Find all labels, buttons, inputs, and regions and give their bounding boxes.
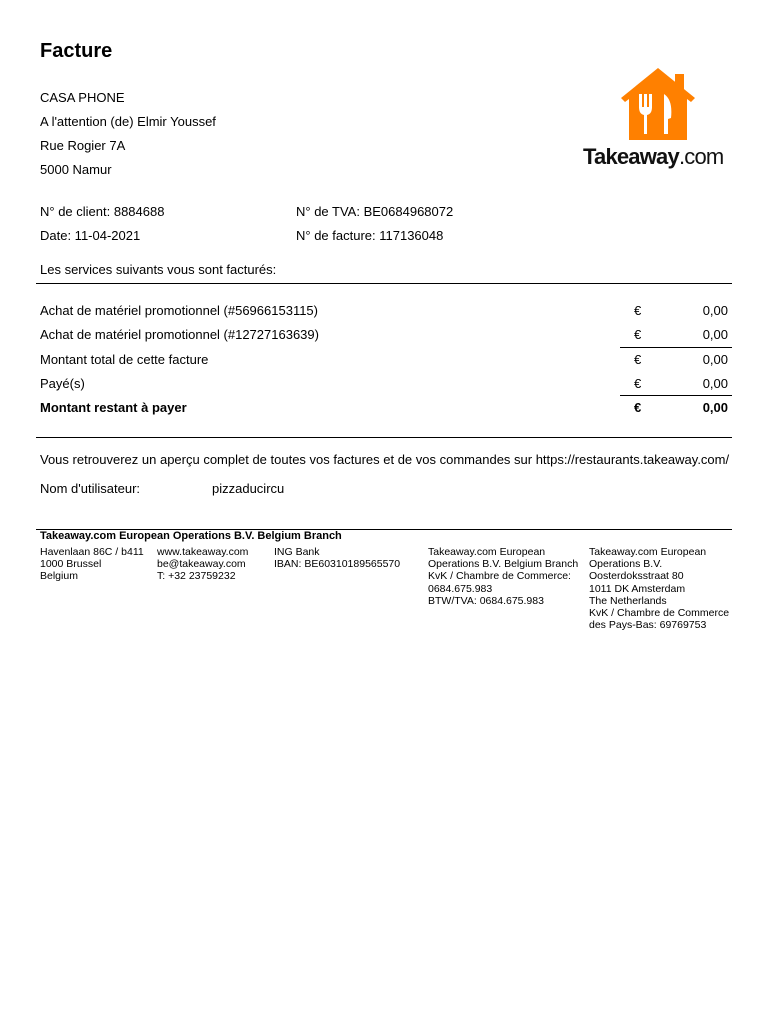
username-value: pizzaducircu: [212, 481, 285, 496]
footer-line: Takeaway.com European: [589, 546, 707, 558]
recipient-attention: A l'attention (de) Elmir Youssef: [40, 114, 216, 129]
footer-line: T: +32 23759232: [157, 570, 236, 583]
footer-line: KvK / Chambre de Commerce: [589, 607, 730, 620]
balance-due-label: Montant restant à payer: [40, 400, 187, 415]
footer-line: Takeaway.com European: [428, 546, 546, 558]
footer-line: www.takeaway.com: [157, 546, 249, 558]
line-item-currency: €: [634, 303, 642, 318]
invoice-number: N° de facture: 117136048: [296, 228, 444, 243]
recipient-company: CASA PHONE: [40, 90, 125, 105]
overview-text: Vous retrouverez un aperçu complet de toutes vos factures et de vos commandes sur https://restaurants.takeaway.com/: [40, 452, 730, 467]
footer-line: Oosterdoksstraat 80: [589, 570, 684, 583]
paid-amount: 0,00: [702, 376, 728, 391]
recipient-street: Rue Rogier 7A: [40, 138, 126, 153]
page-title: Facture: [40, 40, 113, 62]
footer-line: Belgium: [40, 570, 78, 583]
balance-divider: [620, 395, 732, 396]
footer-line: KvK / Chambre de Commerce:: [428, 570, 571, 583]
paid-currency: €: [634, 376, 642, 391]
line-item-description: Achat de matériel promotionnel (#56966153115): [40, 303, 318, 318]
takeaway-logo: [583, 66, 733, 174]
footer-line: Operations B.V. Belgium Branch: [428, 558, 579, 571]
takeaway-wordmark: Takeaway.com: [583, 144, 724, 169]
paid-label: Payé(s): [40, 376, 85, 391]
footer-belgium-entity: [428, 546, 578, 607]
footer-line: ING Bank: [274, 546, 320, 558]
footer-line: The Netherlands: [589, 594, 667, 607]
balance-due-currency: €: [634, 400, 642, 415]
divider: [36, 283, 732, 284]
vat-number: N° de TVA: BE0684968072: [296, 204, 454, 219]
footer-line: 1000 Brussel: [40, 558, 102, 571]
footer-line: BTW/TVA: 0684.675.983: [428, 594, 544, 607]
footer-line: be@takeaway.com: [157, 558, 246, 571]
footer-line: IBAN: BE60310189565570: [274, 558, 401, 571]
balance-due-amount: 0,00: [702, 400, 728, 415]
footer-line: Havenlaan 86C / b411: [40, 546, 144, 558]
line-item-description: Achat de matériel promotionnel (#12727163639): [40, 327, 319, 342]
subtotal-divider: [620, 347, 732, 348]
footer-line: 1011 DK Amsterdam: [589, 582, 686, 595]
username-label: Nom d'utilisateur:: [40, 481, 141, 496]
footer-heading: Takeaway.com European Operations B.V. Belgium Branch: [40, 530, 342, 542]
total-currency: €: [634, 352, 642, 367]
invoice-date: Date: 11-04-2021: [40, 228, 141, 243]
line-item-currency: €: [634, 327, 642, 342]
footer-address: [40, 546, 144, 583]
footer-line: 0684.675.983: [428, 582, 493, 595]
house-fork-knife-icon: [583, 66, 733, 144]
recipient-city: 5000 Namur: [40, 162, 112, 177]
divider: [36, 437, 732, 438]
line-item-amount: 0,00: [702, 327, 728, 342]
line-item-amount: 0,00: [702, 303, 728, 318]
total-amount: 0,00: [702, 352, 728, 367]
footer-netherlands-entity: [589, 546, 729, 631]
footer-bank: [274, 546, 400, 570]
footer-contact: [157, 546, 248, 583]
total-label: Montant total de cette facture: [40, 352, 209, 367]
footer-line: des Pays-Bas: 69769753: [589, 619, 707, 632]
client-number: N° de client: 8884688: [40, 204, 165, 219]
services-intro: Les services suivants vous sont facturés:: [40, 262, 277, 277]
footer-line: Operations B.V.: [589, 558, 663, 571]
